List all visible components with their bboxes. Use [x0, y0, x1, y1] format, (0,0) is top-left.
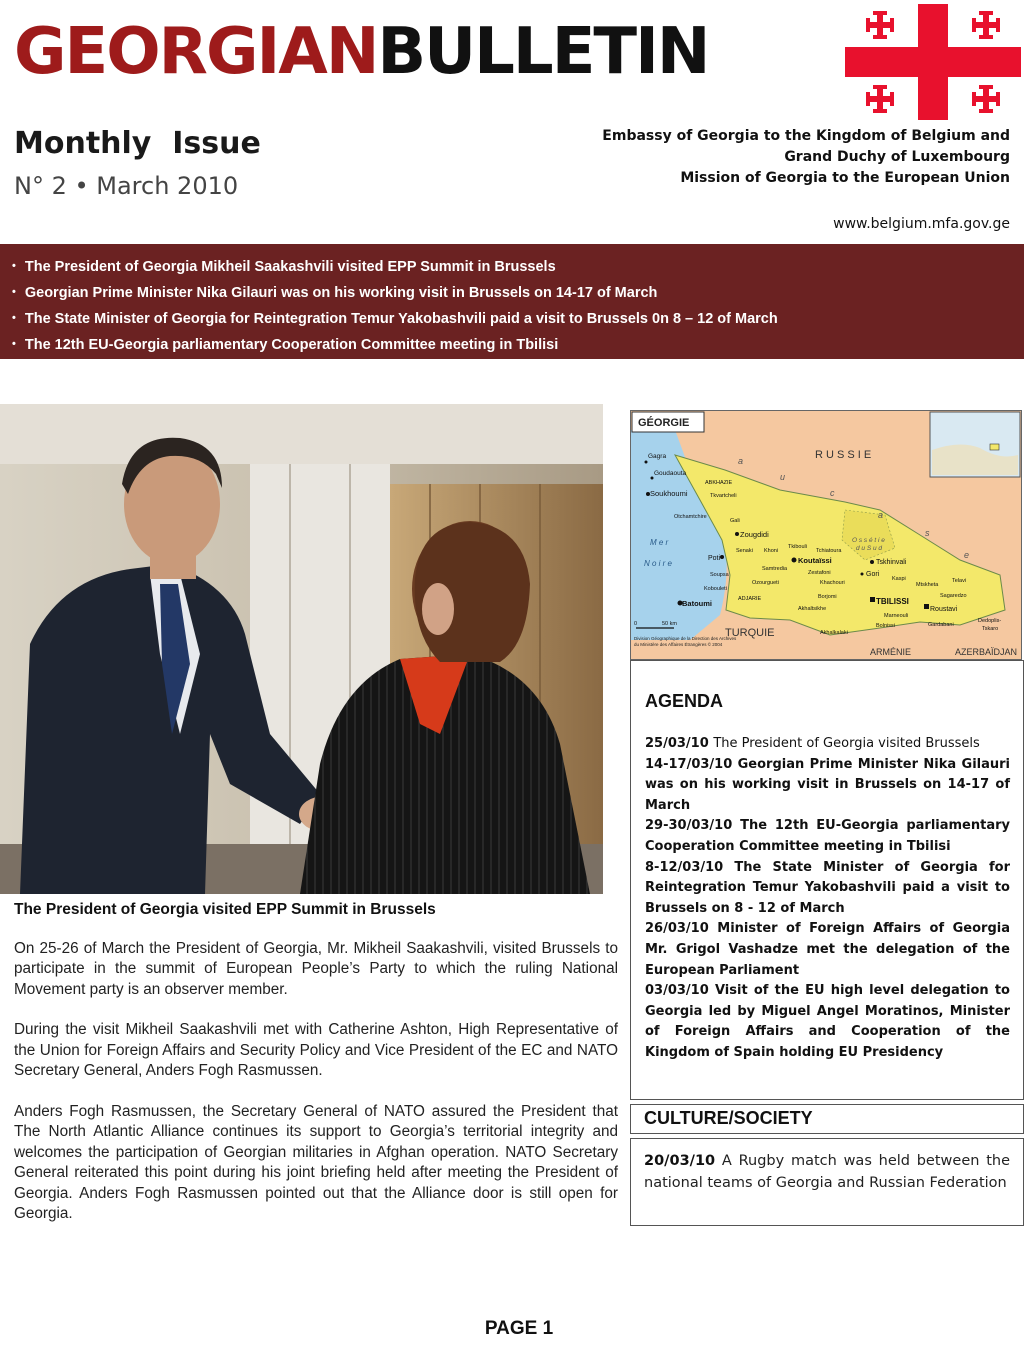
agenda-date: 26/03/10	[645, 921, 709, 937]
culture-heading-box	[630, 1104, 1024, 1134]
map-city: Roustavi	[930, 606, 958, 613]
map-label-caucasus: a	[738, 456, 744, 466]
map-scale: 50 km	[662, 621, 677, 627]
agenda-text: The President of Georgia visited Brussels	[713, 736, 980, 751]
georgian-flag-icon	[845, 4, 1021, 120]
masthead-bulletin: BULLETIN	[377, 15, 709, 89]
headlines-list	[12, 254, 1012, 358]
map-city: Marneouli	[884, 613, 909, 619]
embassy-block	[490, 126, 1010, 189]
issue-label: Monthly Issue	[14, 126, 261, 161]
agenda-date: 03/03/10	[645, 983, 709, 999]
map-city: Tchiatoura	[816, 548, 842, 554]
map-city: ABKHAZIE	[705, 480, 733, 486]
headline-item[interactable]: • Georgian Prime Minister Nika Gilauri was on his working visit in Brussels on 14-17 of March	[12, 280, 1012, 306]
masthead-title	[14, 10, 708, 94]
agenda-item	[645, 734, 1010, 755]
culture-date: 20/03/10	[644, 1153, 716, 1169]
summit-handshake-photo	[0, 404, 603, 894]
map-city: Tskaro	[982, 626, 999, 632]
article-paragraph: Anders Fogh Rasmussen, the Secretary General of NATO assured the President that The North Atlantic Alliance continues its support to Georgia’s territorial integrity and welcomes the participation of Georgian militaries in Afghan operation. NATO Secretary General reiterated this point during his joint briefing held after meeting the President of Georgia. Anders Fogh Rasmussen pointed out that the Alliance door is still open for Georgia.	[14, 1102, 618, 1222]
agenda-heading: AGENDA	[645, 691, 724, 711]
map-credit: du Ministère des Affaires Étrangères © 2004	[634, 642, 723, 647]
map-city: Khoni	[764, 548, 779, 554]
map-label-caucasus: s	[925, 528, 930, 538]
map-label-caucasus: a	[878, 510, 884, 520]
map-city: Koutaïssi	[798, 556, 832, 565]
agenda-text: Minister of Georgia for Reintegration Temur Yakobashvili paid a visit to Brussels on 8 - 12 of March	[645, 859, 1010, 916]
map-scale-zero: 0	[634, 621, 638, 627]
agenda-box	[630, 660, 1024, 1100]
agenda-date: 25/03/10	[645, 736, 709, 751]
agenda-text: The 12th EU-Georgia parliamentary Cooperation Committee meeting in Tbilisi	[645, 818, 1010, 854]
map-city: Zougdidi	[740, 530, 769, 539]
agenda-date: 29-30/03/10	[645, 818, 733, 834]
map-city: Ozourgueti	[752, 580, 779, 586]
map-city: Batoumi	[682, 599, 712, 608]
map-city: Kaspi	[892, 576, 906, 582]
map-city: TBILISSI	[876, 597, 909, 606]
map-city: Soukhoumi	[650, 489, 688, 498]
map-label-ossetia: O s s é t i e	[852, 537, 885, 544]
map-city: ADJARIE	[738, 596, 762, 602]
map-label-caucasus: c	[830, 488, 835, 498]
article-paragraph: During the visit Mikheil Saakashvili met with Catherine Ashton, High Representative of the Union for Foreign Affairs and Security Policy and Vice President of the EC and NATO Secretary General, Anders Fogh Rasmussen.	[14, 1021, 618, 1079]
map-city: Goudaouta	[654, 470, 687, 477]
agenda-item	[645, 919, 1010, 981]
issue-number: N° 2 • March 2010	[14, 172, 239, 200]
map-label-ossetia: d u S u d	[856, 545, 883, 552]
headline-item[interactable]: • The President of Georgia Mikheil Saakashvili visited EPP Summit in Brussels	[12, 254, 1012, 280]
headlines-band	[0, 244, 1024, 359]
page-number-text: PAGE 1	[484, 1318, 554, 1339]
map-city: Otchamtchire	[674, 514, 707, 520]
article-paragraph: On 25-26 of March the President of Georgia, Mr. Mikheil Saakashvili, visited Brussels to participate in the summit of European People’s Party to which the ruling National Movement party is an observer member.	[14, 939, 618, 998]
map-city: Gali	[730, 518, 740, 524]
agenda-item	[645, 858, 1010, 920]
agenda-text: Minister of Foreign Affairs of Georgia Mr. Grigol Vashadze met the delegation of the European Parliament	[645, 921, 1010, 978]
map-city: Akhalkalaki	[820, 630, 848, 636]
map-city: Akhaltsikhe	[798, 606, 827, 612]
agenda-item	[645, 755, 1010, 817]
georgia-map	[630, 410, 1022, 660]
map-label-sea-1: M e r	[650, 538, 669, 547]
agenda-text: Visit of the EU high level delegation to Georgia led by Miguel Angel Moratinos, Minister of Foreign Affairs and Cooperation of the Kingdom of Spain holding EU Presidency	[645, 983, 1010, 1060]
page-number	[0, 1318, 1024, 1340]
article-title: The President of Georgia visited EPP Summit in Brussels	[14, 901, 436, 918]
culture-heading: CULTURE/SOCIETY	[644, 1108, 813, 1128]
map-label-azerbaijan: AZERBAÏDJAN	[955, 647, 1018, 657]
map-label-caucasus: e	[964, 550, 970, 560]
main-article	[14, 900, 618, 1245]
culture-box	[630, 1138, 1024, 1226]
agenda-item	[645, 981, 1010, 1063]
agenda-prefix: The State	[734, 859, 812, 875]
map-city: Senaki	[736, 548, 753, 554]
map-city: Kobouleti	[704, 586, 727, 592]
embassy-line-1: Embassy of Georgia to the Kingdom of Belgium and	[602, 128, 1010, 144]
map-city: Poti	[708, 555, 721, 562]
culture-text: A Rugby match was held between the national teams of Georgia and Russian Federation	[644, 1153, 1010, 1191]
headline-item[interactable]: • The 12th EU-Georgia parliamentary Cooperation Committee meeting in Tbilisi	[12, 332, 1012, 358]
headline-item[interactable]: • The State Minister of Georgia for Reintegration Temur Yakobashvili paid a visit to Brussels 0n 8 – 12 of March	[12, 306, 1012, 332]
map-label-caucasus: u	[780, 472, 786, 482]
map-city: Sagaredzo	[940, 593, 967, 599]
map-city: Zestafoni	[808, 570, 831, 576]
masthead-georgian: GEORGIAN	[14, 15, 378, 89]
agenda-date: 14-17/03/10	[645, 756, 733, 772]
map-city: Khachouri	[820, 580, 845, 586]
map-city: Soupsa	[710, 572, 729, 578]
map-city: Borjomi	[818, 594, 837, 600]
map-title: GÉORGIE	[638, 417, 690, 429]
agenda-date: 8-12/03/10	[645, 859, 724, 875]
map-label-sea-2: N o i r e	[644, 559, 673, 568]
map-city: Bolnissi	[876, 623, 895, 629]
map-city: Tkvartcheli	[710, 493, 737, 499]
map-city: Mtskheta	[916, 582, 939, 588]
map-city: Telavi	[952, 578, 967, 584]
map-city: Samtredia	[762, 566, 788, 572]
map-city: Tkibouli	[788, 544, 807, 550]
map-city: Dedoplis-	[978, 618, 1002, 624]
map-label-armenia: ARMÉNIE	[870, 647, 912, 657]
website-link[interactable]: www.belgium.mfa.gov.ge	[833, 216, 1010, 232]
embassy-line-3: Mission of Georgia to the European Union	[680, 170, 1010, 186]
map-city: Gori	[866, 571, 880, 578]
embassy-line-2: Grand Duchy of Luxembourg	[784, 149, 1010, 165]
map-city: Tskhinvali	[876, 559, 907, 566]
map-label-turkey: TURQUIE	[725, 627, 775, 639]
agenda-text: Georgian Prime Minister Nika Gilauri was on his working visit in Brussels on 14-17 of March	[645, 756, 1010, 813]
map-credit: Division Géographique de la Direction des Archives	[634, 636, 737, 641]
map-city: Gagra	[648, 453, 667, 460]
agenda-item	[645, 816, 1010, 857]
map-label-russia: R U S S I E	[815, 449, 872, 461]
map-city: Gardabani	[928, 622, 954, 628]
